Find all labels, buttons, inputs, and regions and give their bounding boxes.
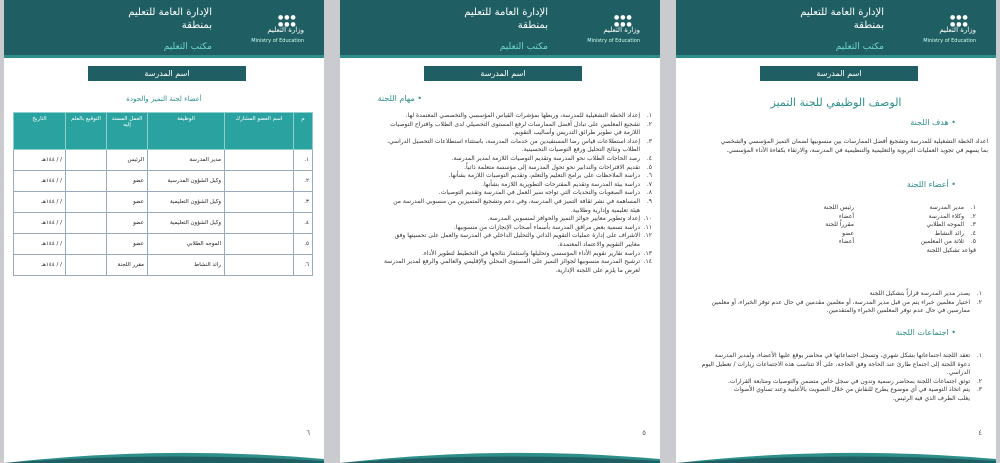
name-cell[interactable] (225, 192, 294, 213)
signature-cell[interactable] (66, 150, 107, 171)
list-item: الطلاب وتنائج التحليل ورفع التوصيات التحسينية. (521, 146, 640, 154)
signature-cell[interactable] (66, 213, 107, 234)
list-item: يغلب الطرف الذي فيه الرئيس. (892, 394, 970, 402)
column-header: التوقيع بالعلم (66, 113, 107, 150)
logo-dots-icon: ●●● ●●● (278, 14, 297, 28)
header-title-line2: بمنطقة (853, 20, 884, 31)
list-item: ١٠.إعداد وتطوير معايير جوائز التميز والحوافز لمنسوبي المدرسة. (487, 215, 652, 223)
ministry-logo (224, 14, 304, 50)
school-name-bar: اسم المدرسة (424, 66, 582, 81)
table-row: ٢. وكيل الشؤون المدرسية عضو / / ١٤٤هـ (14, 171, 313, 192)
name-cell[interactable] (225, 255, 294, 276)
header-divider (340, 55, 660, 58)
goal-text: اعداد الخطة التشغيلية للمدرسة وتشجيع أفضل الممارسات بين منسوبيها لضمان التميز المؤسسي والشخصي بما يسهم في تجويد العمليات التربوية والتعليمية والتنظيمية في المدرسة، والارتقاء بكفاءة الأداء المؤسسي. (720, 138, 988, 154)
page-title: الوصف الوظيفي للجنة التميز (770, 96, 902, 109)
rules-heading: قواعد تشكيل اللجنة (926, 246, 976, 254)
list-item: ١.إعداد الخطة التشغيلية للمدرسة، وربطها بمؤشرات القياس المؤسسي والتخصصي المعتمدة لها. (405, 112, 652, 119)
table-row: ٤. وكيل الشؤون التعليمية عضو / / ١٤٤هـ (14, 213, 313, 234)
rules-list (686, 290, 982, 316)
logo-dots-icon: ●●● ●●● (950, 14, 969, 28)
goal-heading: • هدف اللجنة (910, 118, 956, 127)
list-item: ممارسين في حال عدم توفر المعلمين الخبراء والمتقدمين. (826, 307, 970, 315)
list-item: ٦.دراسة الملاحظات على برامج التعليم والتعلم، وتقديم التوصيات اللازمة بشأنها. (448, 172, 652, 180)
member-row: ٢.وكلاء المدرسةأعضاء (838, 212, 976, 220)
column-header: م (294, 113, 313, 150)
members-heading: • أعضاء اللجنة (906, 180, 956, 189)
header-subtitle: مكتب التعليم (163, 42, 212, 52)
header-title-line1: الإدارة العامة للتعليم (800, 7, 884, 18)
name-cell[interactable] (225, 213, 294, 234)
list-item: دعوة اللجنة إلى اجتماع طارئ عند الحاجة وفق الحاجة، على ألا تتناسب هذه الاجتماعات زيارات / تعطيل اليوم (701, 360, 970, 368)
list-item: ٢.تشجيع المعلمين على تبادل أفضل الممارسات لرفع المستوى التحصيلي لدى الطلاب واقتراح التوصيات (390, 120, 652, 128)
list-item: ٣.يتم اتخاذ التوصية في أي موضوع يطرح للنقاش من خلال التصويت بالأغلبية وعند تساوي الأصوات (733, 386, 982, 394)
signature-cell[interactable] (66, 171, 107, 192)
header-title-line1: الإدارة العامة للتعليم (128, 7, 212, 18)
header-divider (676, 55, 996, 58)
header-title-line2: بمنطقة (517, 20, 548, 31)
table-header-row (14, 113, 313, 150)
name-cell[interactable] (225, 171, 294, 192)
ministry-logo (560, 14, 640, 50)
members-list (696, 204, 976, 256)
list-item: ٣.إعداد استطلاعات قياس رضا المستفيدين من خدمات المدرسة، باستثناء استطلاعات التحصيل الدراسي، (387, 137, 652, 145)
list-item: ٤.رصد الحاجات الطلاب نحو المدرسة وتقديم التوصيات اللازمة لمدير المدرسة. (451, 154, 652, 162)
list-item: ١٤.ترشيح المدرسة منسوبيها لجوائز التميز على المستوى المحلي والإقليمي والعالمي والرفع لمدير المدرسة (383, 258, 652, 266)
members-table (13, 112, 313, 276)
list-item: ٥.تقديم الاقتراحات والتدابير نحو تحول المدرسة إلى مؤسسة متعلمة ذاتياً. (464, 163, 652, 171)
table-row: ٣. وكيل الشؤون التعليمية عضو / / ١٤٤هـ (14, 192, 313, 213)
document-page-3 (4, 0, 324, 463)
name-cell[interactable] (225, 150, 294, 171)
ministry-logo (896, 14, 976, 50)
list-item: ٧.دراسة بيئة المدرسة وتقديم المقترحات التطويرية اللازمة بشأنها. (482, 180, 652, 188)
document-page-2 (340, 0, 660, 463)
list-item: ٨.دراسة الصعوبات والتحديات التي تواجه سير العمل في المدرسة وتقديم التوصيات. (438, 189, 652, 197)
table-row: ١. مدير المدرسة الرئيس / / ١٤٤هـ (14, 150, 313, 171)
column-header: الوظيفة (148, 113, 225, 150)
logo-english-text: Ministry of Education (587, 38, 640, 44)
list-item: ٩.المساهمة في نشر ثقافة التميز في المدرسة، وفي دعم وتشجيع المتميزين من منسوبي المدرسة من (393, 197, 652, 205)
tasks-list (348, 112, 652, 275)
signature-cell[interactable] (66, 255, 107, 276)
tasks-heading: • مهام اللجنة (377, 94, 422, 103)
list-item: معايير التقويم والاعتماد المعتمدة. (557, 240, 640, 248)
header-title-line2: بمنطقة (181, 20, 212, 31)
footer-decoration (340, 441, 660, 463)
header-title-line1: الإدارة العامة للتعليم (464, 7, 548, 18)
footer-decoration (4, 441, 324, 463)
page-number: ٦ (306, 429, 310, 437)
column-header: العمل المسند إليه (107, 113, 148, 150)
list-item: ١.تعقد اللجنة اجتماعاتها بشكل شهري، وتسجل اجتماعاتها في محاضر يوقع عليها الأعضاء، ولمدير المدرسة (714, 352, 982, 359)
header-subtitle: مكتب التعليم (835, 42, 884, 52)
column-header: التاريخ (14, 113, 66, 150)
document-page-1 (676, 0, 996, 463)
signature-cell[interactable] (66, 234, 107, 255)
logo-arabic-text: وزارة التعليم (939, 26, 976, 34)
meetings-heading: • اجتماعات اللجنة (895, 328, 956, 337)
page-header (340, 0, 660, 55)
signature-cell[interactable] (66, 192, 107, 213)
member-row: ١.مدير المدرسةرئيس اللجنة (823, 204, 976, 211)
list-item: ١٢.الاشراف على إدارة عمليات التقويم الذاتي والتحليل الداخلي في المدرسة والعمل على تحسينها وفق (394, 232, 652, 240)
page-header (676, 0, 996, 55)
school-name-bar: اسم المدرسة (88, 66, 246, 81)
table-row: ٦. رائد النشاط مقرر اللجنة / / ١٤٤هـ (14, 255, 313, 276)
list-item: هيئة تعليمية وإدارية وطلابية. (570, 206, 640, 214)
page-number: ٥ (642, 429, 646, 437)
logo-arabic-text: وزارة التعليم (603, 26, 640, 34)
member-row: ٣.الموجه الطلابيمقرراً للجنة (825, 221, 976, 229)
name-cell[interactable] (225, 234, 294, 255)
meetings-list (686, 352, 982, 404)
footer-decoration (676, 441, 996, 463)
list-item: اللازمة في تطوير طرائق التدريس وأساليب التقويم. (512, 129, 640, 137)
table-title: أعضاء لجنة التميز والجودة (126, 95, 202, 103)
header-subtitle: مكتب التعليم (499, 42, 548, 52)
list-item: الدراسي. (946, 369, 970, 377)
column-header: اسم العضو المشارك (225, 113, 294, 150)
list-item: ١.يصدر مدير المدرسة قراراً بتشكيل اللجنة (869, 290, 982, 297)
logo-arabic-text: وزارة التعليم (267, 26, 304, 34)
list-item: ٢.اختيار معلمين خبراء يتم من قبل مدير المدرسة، أو معلمين مقدمين في حال عدم توفر الخبراء، أو معلمين (711, 298, 982, 306)
list-item: ١١.دراسة تسمية بعض مرافق المدرسة بأسماء أصحاب الإنجازات من منسوبيها. (453, 223, 652, 231)
logo-english-text: Ministry of Education (923, 38, 976, 44)
member-row: ٤.رائد النشاطعضو (842, 229, 976, 237)
page-number: ٤ (978, 429, 982, 437)
member-row: ٥.ثلاثة من المعلمينأعضاء (838, 238, 976, 246)
list-item: لعرض ما يلزم على اللجنة الإدارية. (555, 266, 640, 274)
logo-dots-icon: ●●● ●●● (614, 14, 633, 28)
school-name-bar: اسم المدرسة (760, 66, 918, 81)
list-item: ٢.توثق اجتماعات اللجنة بمحاضر رسمية وتدون في سجل خاص متضمن والتوصيات ومتابعة القرارات. (727, 377, 982, 385)
list-item: ١٣.دراسة تقارير تقويم الأداء المؤسسي وتحليلها واستثمار نتائجها في التخطيط لتطوير الأداء. (422, 249, 652, 257)
table-row: ٥. الموجه الطلابي عضو / / ١٤٤هـ (14, 234, 313, 255)
page-header (4, 0, 324, 55)
header-divider (4, 55, 324, 58)
logo-english-text: Ministry of Education (251, 38, 304, 44)
